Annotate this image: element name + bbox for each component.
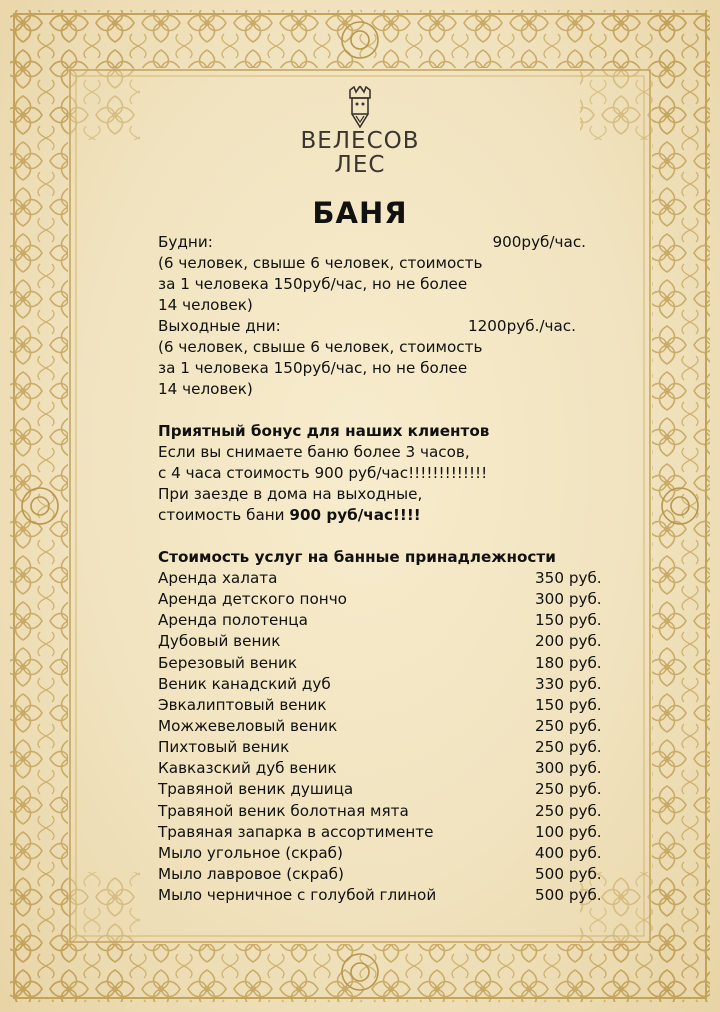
service-name: Аренда детского пончо	[158, 590, 347, 609]
service-row	[158, 631, 618, 652]
service-name: Можжевеловый веник	[158, 716, 338, 735]
service-price: 150 руб.	[535, 695, 602, 714]
service-name: Травяной веник душица	[158, 780, 354, 799]
service-name: Мыло лавровое (скраб)	[158, 864, 344, 883]
services-heading: Стоимость услуг на банные принадлежности	[158, 548, 556, 566]
services-list	[158, 568, 618, 906]
service-price: 500 руб.	[535, 886, 602, 905]
service-price: 350 руб.	[535, 569, 602, 587]
service-row	[158, 695, 618, 716]
service-name: Травяной веник болотная мята	[158, 801, 409, 820]
page-title: БАНЯ	[312, 196, 408, 230]
service-price: 180 руб.	[535, 653, 602, 672]
menu-content	[158, 232, 618, 906]
weekends-price: 1200руб./час.	[467, 317, 576, 335]
service-name: Березовый веник	[158, 653, 298, 672]
service-name: Аренда полотенца	[158, 611, 308, 630]
service-price: 100 руб.	[535, 822, 602, 841]
service-price: 400 руб.	[535, 843, 602, 862]
weekends-note: 14 человек)	[158, 380, 253, 398]
brand-name-line2: ЛЕС	[334, 152, 386, 178]
service-name: Пихтовый веник	[158, 738, 290, 757]
service-price: 250 руб.	[535, 738, 602, 757]
weekends-note: (6 человек, свыше 6 человек, стоимость	[158, 338, 483, 356]
service-price: 250 руб.	[535, 801, 602, 820]
service-name: Аренда халата	[158, 569, 278, 587]
bonus-last-prefix: стоимость бани	[158, 506, 290, 524]
weekdays-note: (6 человек, свыше 6 человек, стоимость	[158, 254, 483, 272]
service-row	[158, 589, 618, 610]
service-row	[158, 737, 618, 758]
weekends-label: Выходные дни:	[158, 317, 281, 335]
service-name: Травяная запарка в ассортименте	[158, 822, 434, 841]
service-name: Веник канадский дуб	[158, 674, 331, 693]
weekdays-row	[158, 232, 618, 253]
weekdays-label: Будни:	[158, 233, 213, 251]
service-row	[158, 758, 618, 779]
brand-logo	[290, 86, 430, 178]
weekends-note: за 1 человека 150руб/час, но не более	[158, 359, 468, 377]
service-price: 150 руб.	[535, 611, 602, 630]
bonus-line: При заезде в дома на выходные,	[158, 485, 423, 503]
service-row	[158, 779, 618, 800]
weekdays-note: за 1 человека 150руб/час, но не более	[158, 275, 468, 293]
service-price: 300 руб.	[535, 590, 602, 609]
service-row	[158, 610, 618, 631]
service-name: Мыло черничное с голубой глиной	[158, 886, 437, 905]
service-row	[158, 801, 618, 822]
service-row	[158, 716, 618, 737]
service-row	[158, 843, 618, 864]
service-name: Эвкалиптовый веник	[158, 695, 327, 714]
bonus-last-price: 900 руб/час!!!!	[289, 506, 421, 524]
service-price: 300 руб.	[535, 759, 602, 778]
service-price: 250 руб.	[535, 716, 602, 735]
service-row	[158, 674, 618, 695]
service-row	[158, 864, 618, 885]
bonus-heading: Приятный бонус для наших клиентов	[158, 422, 490, 440]
weekends-row	[158, 316, 618, 337]
service-row	[158, 822, 618, 843]
service-name: Кавказский дуб веник	[158, 759, 337, 778]
bonus-line: Если вы снимаете баню более 3 часов,	[158, 443, 470, 461]
service-price: 250 руб.	[535, 780, 602, 799]
service-price: 330 руб.	[535, 674, 602, 693]
service-row	[158, 653, 618, 674]
brand-name-line1: ВЕЛЕСОВ	[300, 128, 420, 154]
service-row	[158, 885, 618, 906]
weekdays-price: 900руб/час.	[492, 233, 586, 251]
service-price: 200 руб.	[535, 632, 602, 651]
service-row	[158, 568, 618, 589]
service-price: 500 руб.	[535, 864, 602, 883]
veles-face-icon	[346, 86, 374, 128]
weekdays-note: 14 человек)	[158, 296, 253, 314]
bonus-line-last	[158, 505, 618, 526]
bonus-line: с 4 часа стоимость 900 руб/час!!!!!!!!!!!!!	[158, 464, 488, 482]
service-name: Дубовый веник	[158, 632, 281, 651]
service-name: Мыло угольное (скраб)	[158, 843, 343, 862]
